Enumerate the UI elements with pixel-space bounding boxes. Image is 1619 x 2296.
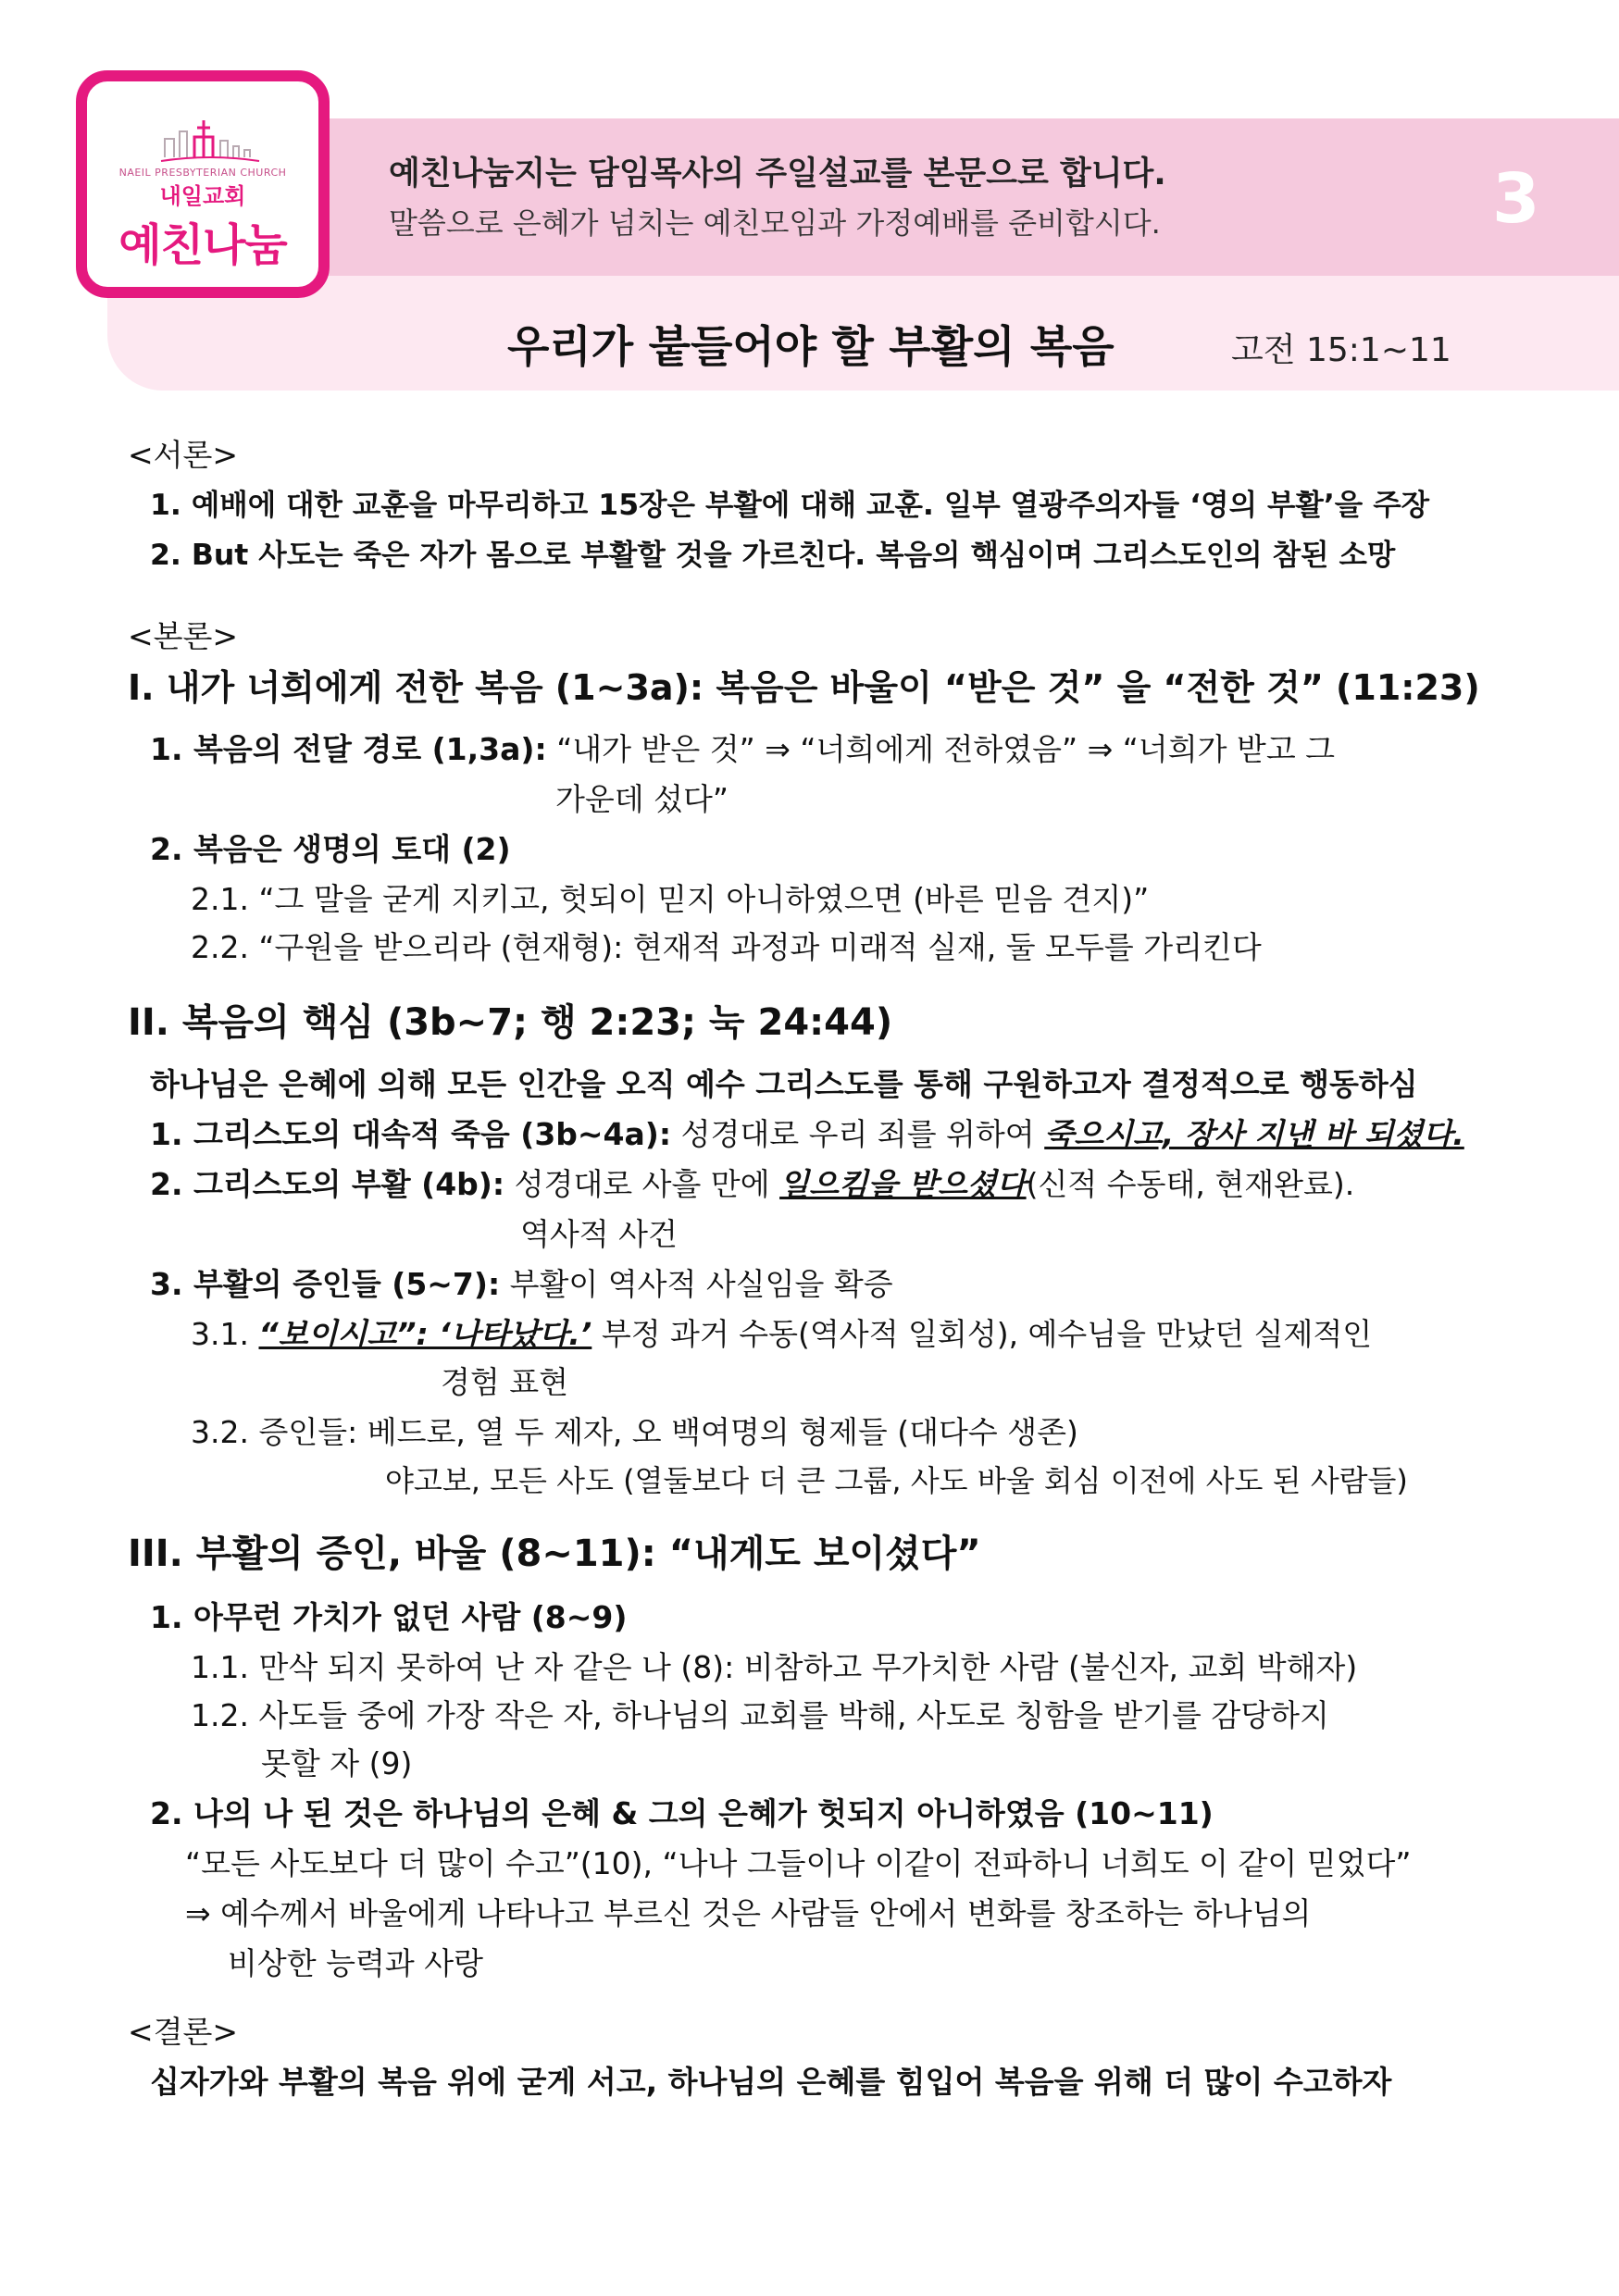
header-band: [111, 118, 1619, 276]
s2-point-2-emphasis: 일으킴을 받으셨다: [779, 1166, 1027, 1202]
body-label: <본론>: [128, 618, 239, 654]
s2-point-1-label: 1. 그리스도의 대속적 죽음 (3b~4a):: [150, 1116, 672, 1152]
s2-point-3-text: 부활이 역사적 사실임을 확증: [509, 1266, 893, 1302]
section-1-heading: I. 내가 너희에게 전한 복음 (1~3a): 복음은 바울이 “받은 것” 을 “전한 것” (11:23): [128, 667, 1480, 708]
s2-point-3-1-cont: 경험 표현: [441, 1364, 569, 1400]
s2-point-3-1-text: 부정 과거 수동(역사적 일회성), 예수님을 만났던 실제적인: [601, 1316, 1373, 1352]
s2-point-2-cont: 역사적 사건: [520, 1216, 678, 1252]
s3-point-1-2: 1.2. 사도들 중에 가장 작은 자, 하나님의 교회를 박해, 사도로 칭함을 받기를 감당하지: [191, 1697, 1329, 1733]
s2-point-1-emphasis: 죽으시고, 장사 지낸 바 되셨다.: [1044, 1116, 1464, 1152]
logo: [76, 70, 330, 298]
section-3-heading: III. 부활의 증인, 바울 (8~11): “내게도 보이셨다”: [128, 1533, 981, 1575]
logo-subtitle: NAEIL PRESBYTERIAN CHURCH: [118, 167, 287, 179]
s2-point-3-2: [191, 1414, 1078, 1451]
conclusion-text: 십자가와 부활의 복음 위에 굳게 서고, 하나님의 은혜를 힘입어 복음을 위해 더 많이 수고하자: [150, 2064, 1392, 2100]
s2-point-3-1-label: 3.1.: [191, 1316, 249, 1352]
intro-line-2: 2. But 사도는 죽은 자가 몸으로 부활할 것을 가르친다. 복음의 핵심이며 그리스도인의 참된 소망: [150, 539, 1396, 572]
s2-point-1: [150, 1116, 1464, 1153]
s1-point-1-label: 1. 복음의 전달 경로 (1,3a):: [150, 731, 547, 767]
intro-line-1: 1. 예배에 대한 교훈을 마무리하고 15장은 부활에 대해 교훈. 일부 열광주의자들 ‘영의 부활’을 주장: [150, 489, 1430, 522]
s1-point-1-text: “내가 받은 것” ⇒ “너희에게 전하였음” ⇒ “너희가 받고 그: [556, 731, 1336, 767]
logo-publication-name: 예친나눔: [118, 219, 287, 271]
s2-point-2-after: (신적 수동태, 현재완료).: [1026, 1166, 1355, 1202]
s3-point-1-2-cont: 못할 자 (9): [261, 1745, 413, 1781]
s1-point-1-cont: 가운데 섰다”: [555, 781, 729, 817]
logo-church-name: 내일교회: [159, 183, 246, 209]
s3-point-1: 1. 아무런 가치가 없던 사람 (8~9): [150, 1599, 628, 1635]
conclusion-label: <결론>: [128, 2014, 239, 2050]
page-number: 3: [1492, 159, 1540, 239]
church-skyline-icon: [159, 117, 261, 168]
sermon-title: 우리가 붙들어야 할 부활의 복음: [507, 322, 1115, 373]
header-line-1: 예친나눔지는 담임목사의 주일설교를 본문으로 합니다.: [389, 155, 1166, 192]
s3-point-1-1: 1.1. 만삭 되지 못하여 난 자 같은 나 (8): 비참하고 무가치한 사람 (불신자, 교회 박해자): [191, 1649, 1358, 1685]
section-2-heading: II. 복음의 핵심 (3b~7; 행 2:23; 눅 24:44): [128, 1001, 893, 1044]
s1-point-2-1: 2.1. “그 말을 굳게 지키고, 헛되이 믿지 아니하였으면 (바른 믿음 견지)”: [191, 881, 1150, 917]
s2-point-3-2-label: 3.2. 증인들:: [191, 1414, 358, 1450]
s3-point-2: 2. 나의 나 된 것은 하나님의 은혜 & 그의 은혜가 헛되지 아니하였음 (10~11): [150, 1795, 1214, 1831]
s2-point-3-1-emphasis: “보이시고”: ‘나타났다.’: [258, 1316, 592, 1352]
s1-point-1: [150, 731, 1335, 768]
header-line-2: 말씀으로 은혜가 넘치는 예친모임과 가정예배를 준비합시다.: [389, 205, 1161, 241]
scripture-reference: 고전 15:1~11: [1231, 331, 1451, 369]
s2-point-3-2-text: 베드로, 열 두 제자, 오 백여명의 형제들 (대다수 생존): [367, 1414, 1078, 1450]
s3-point-2-arrow-cont: 비상한 능력과 사랑: [228, 1945, 484, 1981]
s1-point-2: 2. 복음은 생명의 토대 (2): [150, 831, 511, 867]
intro-label: <서론>: [128, 437, 239, 473]
s3-point-2-arrow: ⇒ 예수께서 바울에게 나타나고 부르신 것은 사람들 안에서 변화를 창조하는 하나님의: [185, 1895, 1312, 1931]
s2-summary: 하나님은 은혜에 의해 모든 인간을 오직 예수 그리스도를 통해 구원하고자 결정적으로 행동하심: [150, 1066, 1418, 1102]
s2-point-2-label: 2. 그리스도의 부활 (4b):: [150, 1166, 505, 1202]
s3-point-2-quote: “모든 사도보다 더 많이 수고”(10), “나나 그들이나 이같이 전파하니 너희도 이 같이 믿었다”: [185, 1845, 1412, 1881]
s2-point-2-text: 성경대로 사흘 만에: [514, 1166, 770, 1202]
s2-point-3: [150, 1266, 893, 1303]
s2-point-3-1: [191, 1316, 1372, 1353]
s2-point-3-label: 3. 부활의 증인들 (5~7):: [150, 1266, 501, 1302]
s2-point-1-text: 성경대로 우리 죄를 위하여: [680, 1116, 1035, 1152]
s1-point-2-2: 2.2. “구원을 받으리라 (현재형): 현재적 과정과 미래적 실재, 둘 모두를 가리킨다: [191, 929, 1262, 965]
s2-point-2: [150, 1166, 1354, 1203]
s2-point-3-2-cont: 야고보, 모든 사도 (열둘보다 더 큰 그룹, 사도 바울 회심 이전에 사도 된 사람들): [385, 1463, 1408, 1498]
